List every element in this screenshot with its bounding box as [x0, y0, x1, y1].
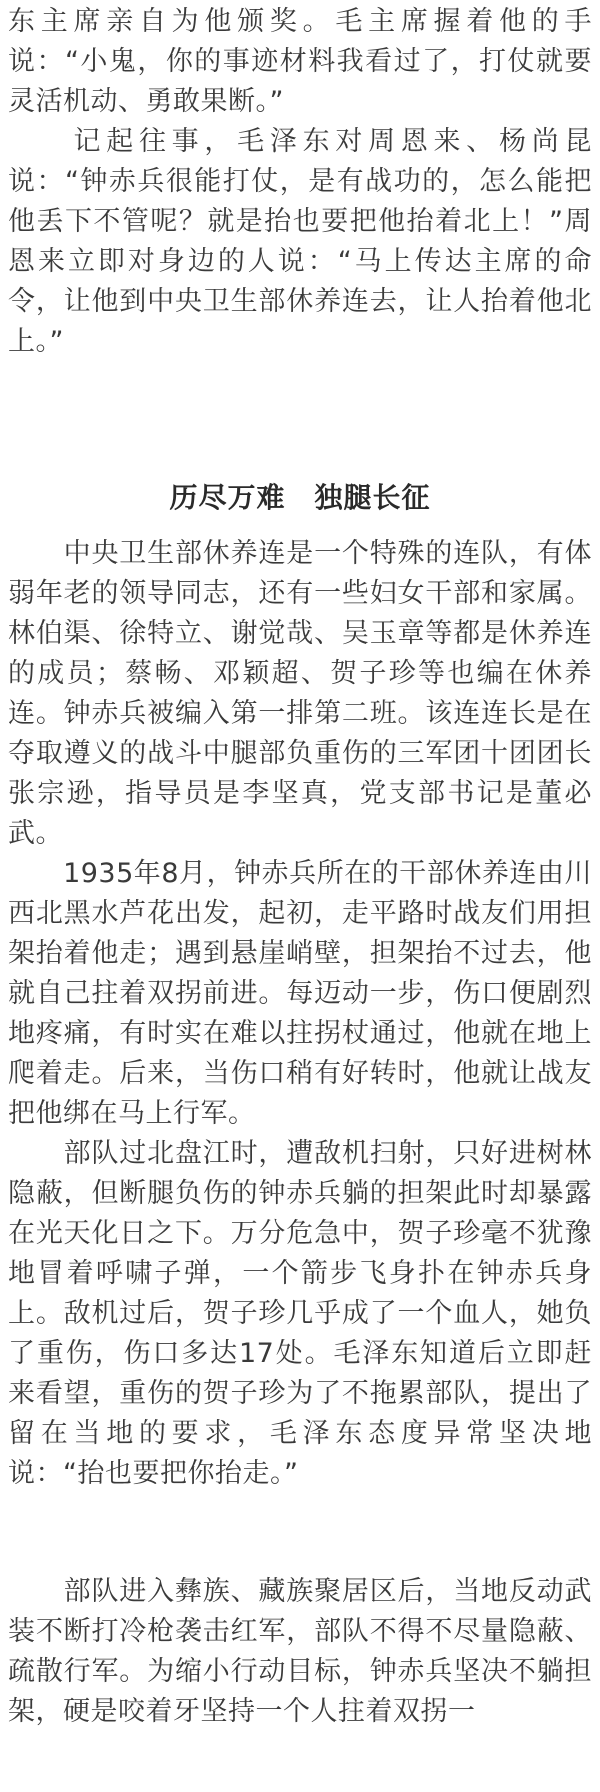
paragraph-ethnic-region: 部队进入彝族、藏族聚居区后，当地反动武装不断打冷枪袭击红军，部队不得不尽量隐蔽、疏散行军。为缩小行动目标，钟赤兵坚决不躺担架，硬是咬着牙坚持一个人拄着双拐一 [8, 1576, 592, 1727]
paragraph-beipan-river: 部队过北盘江时，遭敌机扫射，只好进树林隐蔽，但断腿负伤的钟赤兵躺的担架此时却暴露在光天化日之下。万分危急中，贺子珍毫不犹豫地冒着呼啸子弹，一个箭步飞身扑在钟赤兵身上。敌机过后，贺子珍几乎成了一个血人，她负了重伤，伤口多达17处。毛泽东知道后立即赶来看望，重伤的贺子珍为了不拖累部队，提出了留在当地的要求，毛泽东态度异常坚决地说：“抬也要把你抬走。” [8, 1138, 592, 1489]
paragraph-award: 东主席亲自为他颁奖。毛主席握着他的手说：“小鬼，你的事迹材料我看过了，打仗就要灵活机动、勇敢果断。” [8, 6, 592, 117]
paragraph-rest-company: 中央卫生部休养连是一个特殊的连队，有体弱年老的领导同志，还有一些妇女干部和家属。林伯渠、徐特立、谢觉哉、吴玉章等都是休养连的成员；蔡畅、邓颖超、贺子珍等也编在休养连。钟赤兵被编入第一排第二班。该连连长是在夺取遵义的战斗中腿部负重伤的三军团十团团长张宗逊，指导员是李坚真，党支部书记是董必武。 [8, 538, 592, 849]
paragraph-1935-march: 1935年8月，钟赤兵所在的干部休养连由川西北黑水芦花出发，起初，走平路时战友们用担架抬着他走；遇到悬崖峭壁，担架抬不过去，他就自己拄着双拐前进。每迈动一步，伤口便剧烈地疼痛，有时实在难以拄拐杖通过，他就在地上爬着走。后来，当伤口稍有好转时，他就让战友把他绑在马上行军。 [8, 858, 592, 1129]
section-heading: 历尽万难 独腿长征 [169, 481, 431, 514]
paragraph-recall: 记起往事，毛泽东对周恩来、杨尚昆说：“钟赤兵很能打仗，是有战功的，怎么能把他丢下不管呢？就是抬也要把他抬着北上！”周恩来立即对身边的人说：“马上传达主席的命令，让他到中央卫生部休养连去，让人抬着他北上。” [8, 126, 592, 357]
